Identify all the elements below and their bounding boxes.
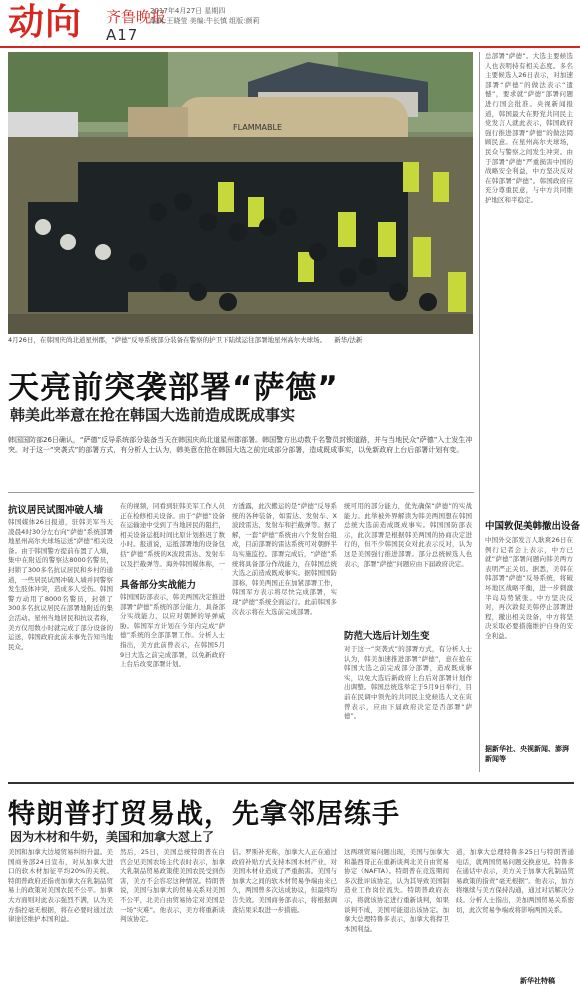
story1-col2: 在的视频，同看到驻韩美军工作人员正在检修相关设备。由于“萨德”设备在运输途中受到了当地居民的阻拦，相关设备运抵时间比原计划推迟了数小时。报道说，运抵部署地的设备包括“萨德”系统的X波段雷达、发射车以及拦截弹等。海外韩国媒体称，一	[120, 502, 225, 568]
section-heading-election: 防范大选后计划生变	[344, 631, 430, 642]
section-heading-protest: 抗议居民试图冲破人墙	[8, 505, 104, 516]
header-rule	[0, 46, 580, 48]
staff-line: 编辑:王晓莹 美编:牛长慎 组版:颜莉	[150, 17, 260, 25]
story1-rule	[8, 492, 474, 493]
photo-credit: 新华/法新	[334, 336, 363, 344]
story1-col2b: 韩国国防部表示，韩美两国决定推进部署“萨德”系统的部分能力，具备部分实战能力，以应对朝鲜的导弹威胁。韩国军方计划在今年内完成“萨德”系统的全部部署工作。分析人士指出，美方此前曾表示，在韩国5月9日大选之前完成部署，以免新政府上台后改变部署计划。	[120, 593, 225, 669]
story1-subhead: 韩美此举意在抢在韩国大选前造成既成事实	[10, 406, 296, 424]
story1-col4: 统可用的部分能力，优先确保“萨德”的实战能力。此举被外界解读为韩美两国想在韩国总统大选前造成既成事实。韩国国防部表示，此次部署是根据韩美两国的协商决定进行的，但不少韩国民众对此表示反对，认为这是美国强行推进部署。部分总统候选人也表示，部署“萨德”问题应由下届政府决定。	[344, 502, 472, 568]
section-heading-china: 中国敦促美韩撤出设备	[485, 521, 580, 532]
story1-byline: 据新华社、央视新闻、澎湃新闻等	[485, 745, 569, 763]
story1-headline: 天亮前突袭部署“萨德”	[8, 370, 339, 406]
story2-subhead: 因为木材和牛奶，美国和加拿大怼上了	[10, 830, 215, 844]
story1-col4b: 对于这一“突袭式”的部署方式，有分析人士认为，韩美加速推进部署“萨德”，意在抢在韩国大选之前完成部分部署，造成既成事实，以免大选后新政府上台后对部署计划作出调整。韩国总统选举定于5月9日举行，目前在民调中领先的共同民主党候选人文在寅曾表示，应由下届政府决定是否部署“萨德”。	[344, 645, 472, 721]
photo-illustration	[8, 52, 473, 334]
section-title: 动向	[8, 2, 83, 43]
date-line: 2017年4月27日 星期四	[150, 7, 226, 15]
story2-headline: 特朗普打贸易战，先拿邻居练手	[8, 799, 400, 830]
story2-top-rule	[8, 782, 574, 784]
newspaper-logo: 齐鲁晚报	[106, 8, 167, 26]
story1-col5: 总部署“萨德”。大选主要候选人也表明持有相关态度。多名主要候选人26日表示，对加速部署“萨德”的做法表示“遗憾”，要求就“萨德”部署问题进行国会批准。央视新闻报道，韩国最大在野党共同民主党发言人就此表示，韩国政府强行推进部署“萨德”的做法罔顾民意。在星州高尔夫球场，民众与警察之间发生冲突。由于部署“萨德”严重损害中国的战略安全利益，中方坚决反对在韩部署“萨德”。韩国政府应充分尊重民意，与中方共同维护地区和平稳定。	[485, 52, 573, 204]
story2-col4: 这两项贸易问题出现，美国与加拿大和墨西哥正在重新谈判北美自由贸易协定（NAFTA）。特朗普在竞选期间多次批评该协定，认为其导致美国制造业工作岗位流失。特朗普政府表示，将就该协定进行重新谈判，如果谈判不成，美国可能退出该协定。加拿大总理特鲁多表示，加拿大将捍卫本国利益。	[344, 848, 449, 933]
story1-col3: 方透露，此次搬运的是“萨德”反导系统的各种装备，如雷达、发射车、X波段雷达、发射车和拦截弹等。据了解，一套“萨德”系统由六个发射台组成，目前部署的雷达系统可对朝鲜半岛实施监控。部署完成后，“萨德”系统将具备部分作战能力，在韩国总统大选之前造成既成事实。据韩国国防部称，韩美两国正在加紧部署工作，韩国军方表示将尽快完成部署，实现“萨德”系统全面运行。此前韩国多次表示将在大选前完成部署。	[232, 502, 337, 616]
story1-col1: 韩国媒体26日报道，驻韩美军当天凌晨4时30分左右向“萨德”系统部署地星州高尔夫球场运送“萨德”相关设备。由于韩国警方提前布置了人墙，集中在附近的警察达8000名警员，封锁了300多名抗议居民和乡村的通道，一些居民试图冲破人墙并同警察发生肢体冲突，造成多人受伤。韩国警方动用了8000名警员，封锁了300多名抗议居民在部署地附近的集会活动。星州当地居民和抗议者称，美方仅用数小时就完成了部分设备的运送，韩国政府此前未事先告知当地民众。	[8, 518, 113, 651]
section-heading-combat: 具备部分实战能力	[120, 580, 197, 591]
right-column-divider	[479, 52, 480, 772]
photo-caption	[8, 335, 473, 344]
story2-byline: 新华社特稿	[520, 977, 555, 985]
story2-col2: 然后，25日，美国总统特朗普在白宫会见美国农场主代表时表示，加拿大乳制品贸易政策使美国农民受到伤害，美方不会容忍这种情况。特朗普说，美国与加拿大的贸易关系对美国不公平，北美自由贸易协定对美国是一场“灾难”。他表示，美方将重新谈判该协定。	[120, 848, 225, 924]
news-photo	[8, 52, 473, 334]
story2-col1: 美国和加拿大边境贸易纠纷升温。美国商务部24日宣布，对从加拿大进口的软木材加征平均20%的关税。特朗普政府还指责加拿大在乳制品贸易上的政策对美国农民不公平。加拿大方面则对此表示强烈不满，认为美方指控毫无根据，将在必要时通过法律途径维护本国利益。	[8, 848, 113, 924]
page-number: A17	[106, 26, 139, 44]
story1-col5b: 中国外交部发言人耿爽26日在例行记者会上表示，中方已就“萨德”部署问题向韩美两方表明严正关切。据悉，美韩在韩部署“萨德”反导系统，将破坏地区战略平衡，进一步刺激半岛局势紧张。中方坚决反对，再次敦促美韩停止部署进程，撤出相关设备，中方将坚决采取必要措施维护自身的安全利益。	[485, 536, 573, 640]
story2-col3: 信。罗斯补充称，加拿大人正在通过政府补贴方式支持本国木材产业，对美国木材业造成了严重损害。美国与加拿大之间的软木材贸易争端由来已久，两国曾多次达成协议，但最终均告失效。美国商务部表示，将根据调查结果采取进一步措施。	[232, 848, 337, 914]
story2-col5: 道，加拿大总理特鲁多25日与特朗普通电话，就两国贸易问题交换意见。特鲁多在通话中表示，美方关于加拿大乳制品贸易政策的指责“毫无根据”。他表示，加方将继续与美方保持沟通，通过对话解决分歧。分析人士指出，美加两国贸易关系密切，此次贸易争端或将影响两国关系。	[456, 848, 574, 914]
caption-text: 4月26日，在韩国庆尚北道星州郡，“萨德”反导系统部分装备在警察的护卫下陆续运往部署地星州高尔夫球场。	[8, 336, 327, 344]
story1-lead: 韩国国防部26日确认，“萨德”反导系统部分装备当天在韩国庆尚北道星州郡部署。韩国警方出动数千名警员封锁道路，并与当地民众“萨德”入士发生冲突。对于这一“突袭式”的部署方式，有分析人士认为，韩美意在抢在韩国大选之前完成部分部署，造成既成事实，以免新政府上台后部署计划有变。	[8, 436, 473, 454]
truck-label: FLAMMABLE	[233, 123, 282, 132]
issue-meta	[150, 6, 260, 26]
